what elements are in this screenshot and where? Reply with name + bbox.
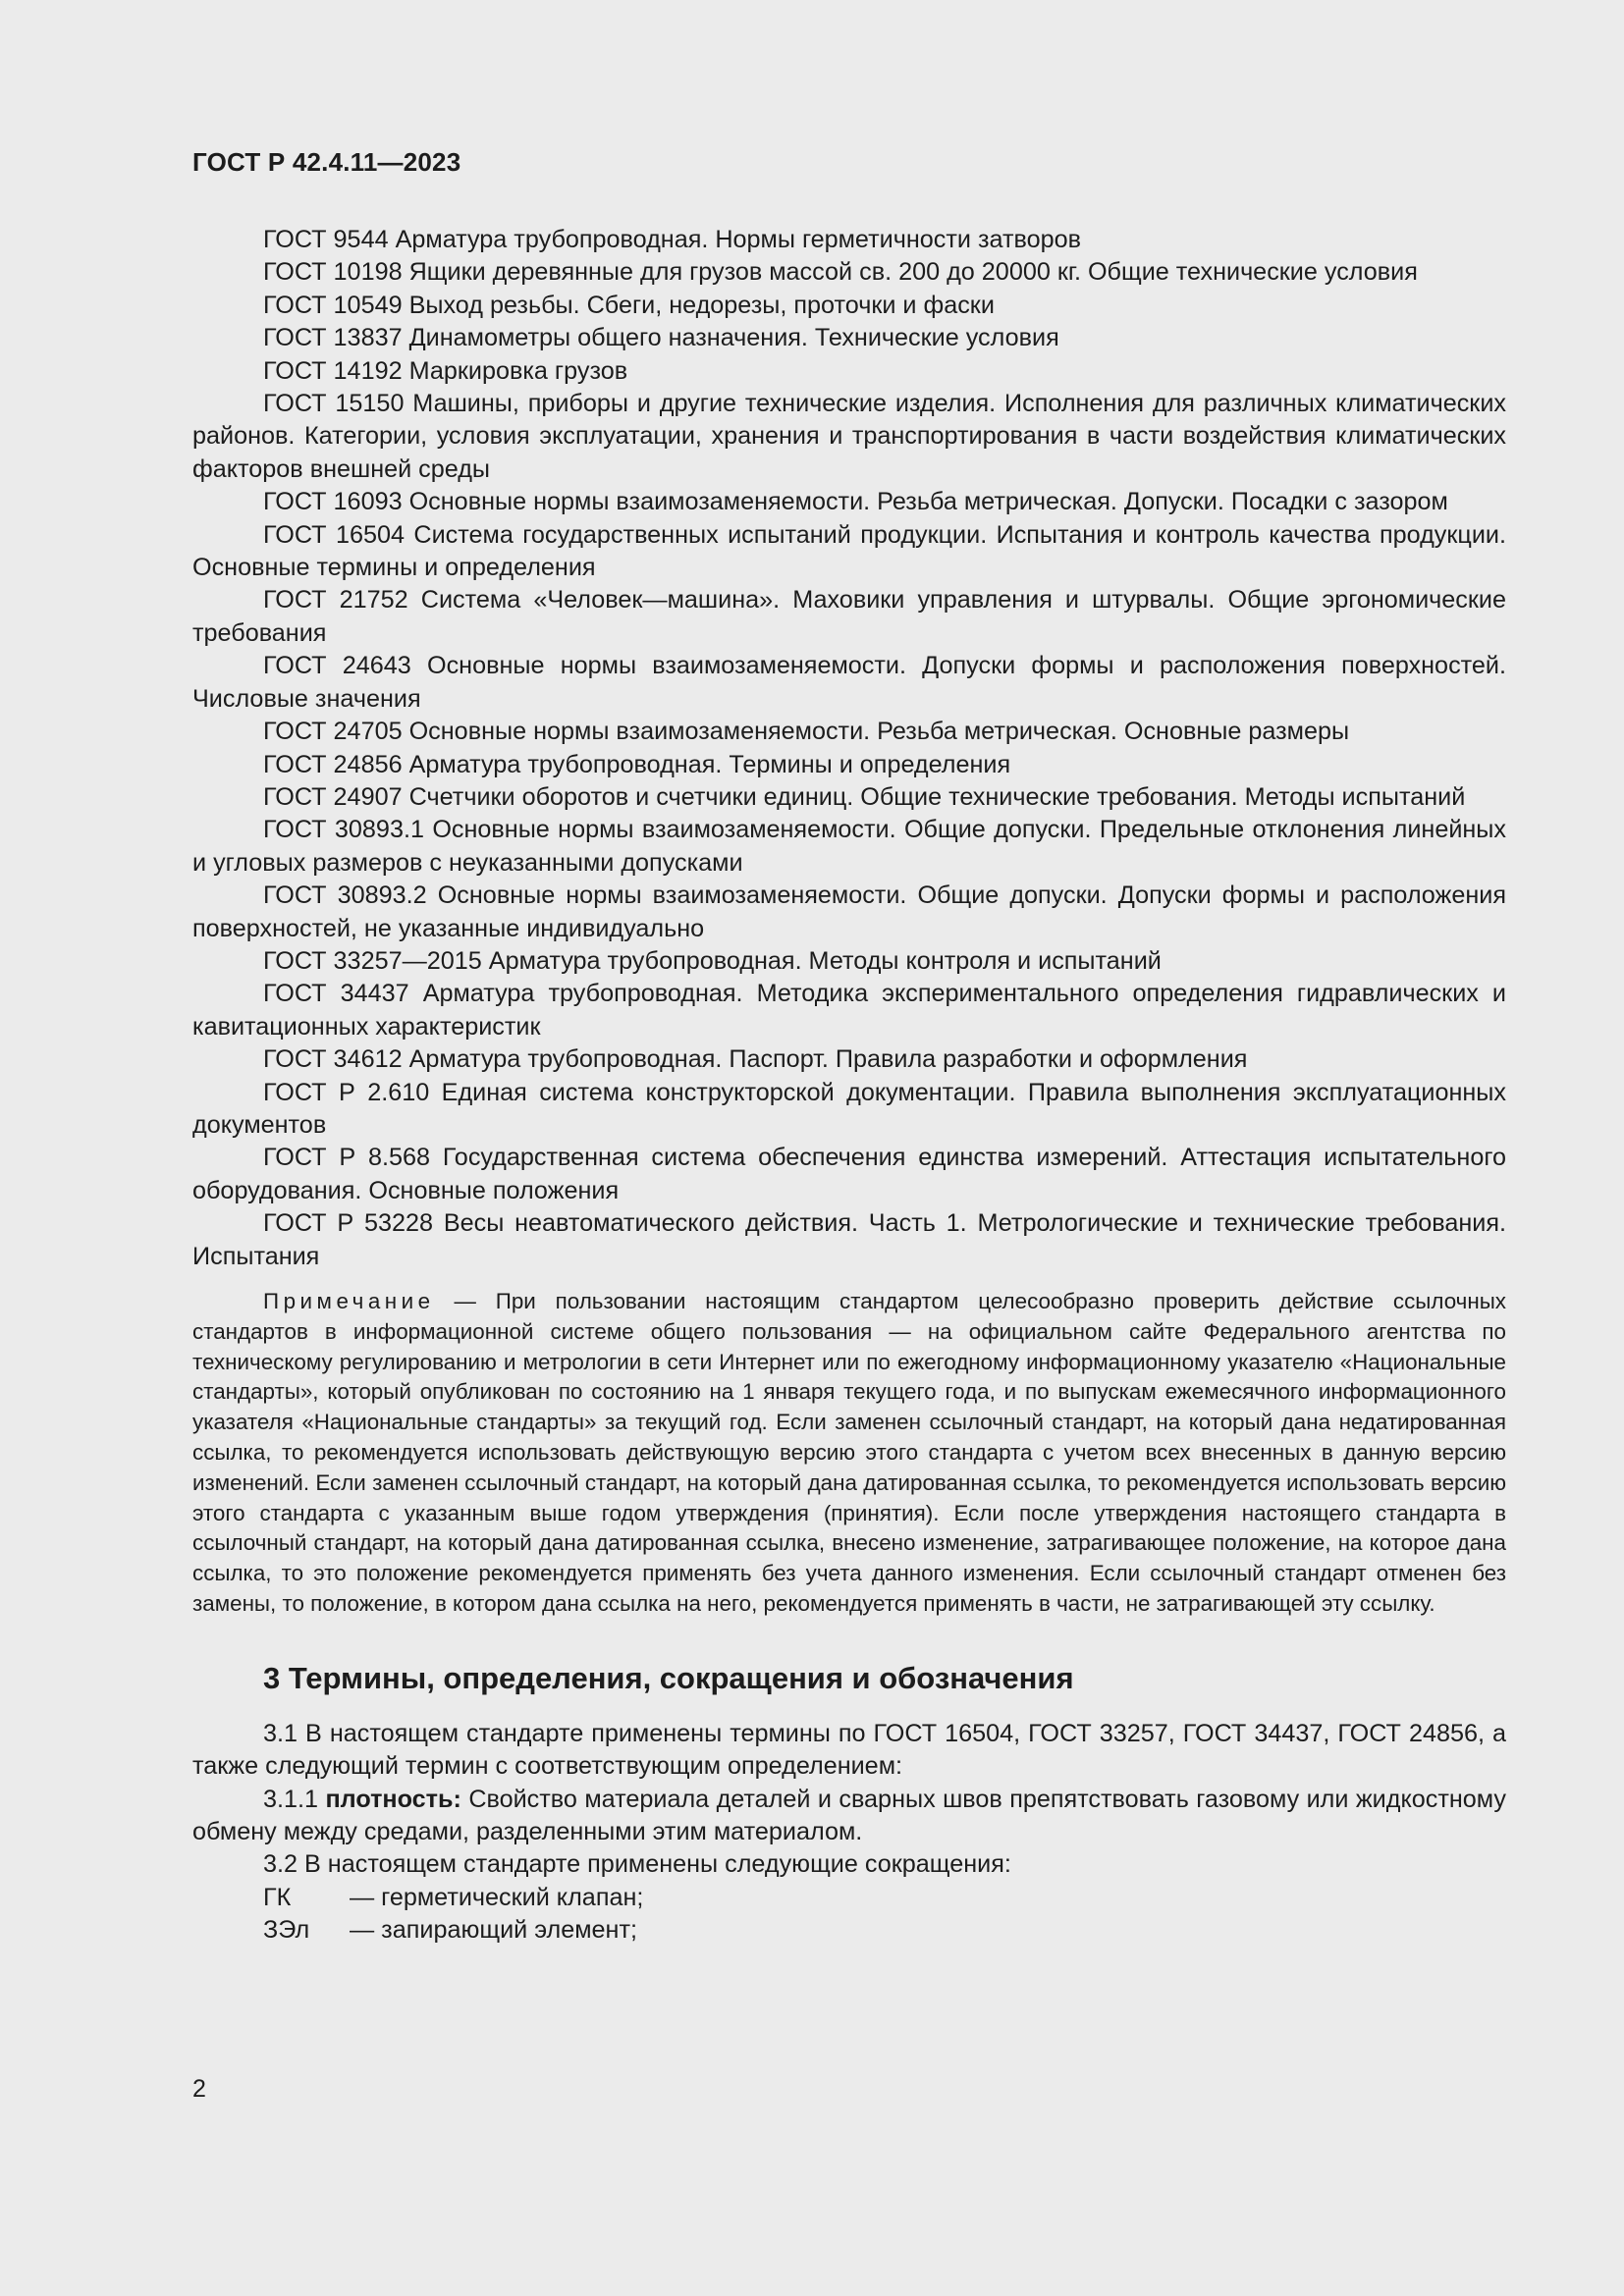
note-text: При пользовании настоящим стандартом целесообразно проверить действие ссылочных стандартов в информационной системе общего пользования — на официальном сайте Федерального агентства по техническому регулированию и метрологии в сети Интернет или по ежегодному информационному указателю «Национальные стандарты», который опубликован по состоянию на 1 января текущего года, и по выпускам ежемесячного информационного указателя «Национальные стандарты» за текущий год. Если заменен ссылочный стандарт, на который дана недатированная ссылка, то рекомендуется использовать действующую версию этого стандарта с учетом всех внесенных в данную версию изменений. Если заменен ссылочный стандарт, на который дана датированная ссылка, то рекомендуется использовать версию этого стандарта с указанным выше годом утверждения (принятия). Если после утверждения настоящего стандарта в ссылочный стандарт, на который дана датированная ссылка, внесено изменение, затрагивающее положение, на которое дана ссылка, то это положение рекомендуется применять без учета данного изменения. Если ссылочный стандарт отменен без замены, то положение, в котором дана ссылка на него, рекомендуется применять в части, не затрагивающей эту ссылку.: [192, 1289, 1506, 1616]
reference-item: ГОСТ 24643 Основные нормы взаимозаменяемости. Допуски формы и расположения поверхностей. Числовые значения: [192, 652, 1506, 713]
abbreviation-row: [263, 1882, 1506, 1914]
reference-item: ГОСТ 9544 Арматура трубопроводная. Нормы герметичности затворов: [263, 226, 1081, 253]
reference-item: ГОСТ 21752 Система «Человек—машина». Маховики управления и штурвалы. Общие эргономические требования: [192, 586, 1506, 647]
abbreviations-list: [263, 1882, 1506, 1948]
paragraph-3-1: 3.1 В настоящем стандарте применены термины по ГОСТ 16504, ГОСТ 33257, ГОСТ 34437, ГОСТ 24856, а также следующий термин с соответствующим определением:: [192, 1719, 1506, 1781]
reference-item: ГОСТ 10549 Выход резьбы. Сбеги, недорезы, проточки и фаски: [263, 291, 995, 319]
reference-item: ГОСТ Р 8.568 Государственная система обеспечения единства измерений. Аттестация испытательного оборудования. Основные положения: [192, 1144, 1506, 1204]
reference-item: ГОСТ 24856 Арматура трубопроводная. Термины и определения: [263, 750, 1011, 778]
reference-item: ГОСТ 16093 Основные нормы взаимозаменяемости. Резьба метрическая. Допуски. Посадки с зазором: [263, 488, 1448, 516]
reference-item: ГОСТ 30893.1 Основные нормы взаимозаменяемости. Общие допуски. Предельные отклонения линейных и угловых размеров с неуказанными допусками: [192, 816, 1506, 877]
paragraph-3-2: 3.2 В настоящем стандарте применены следующие сокращения:: [263, 1850, 1011, 1879]
paragraph-3-1-1: [192, 1784, 1506, 1849]
section-title: 3 Термины, определения, сокращения и обозначения: [263, 1660, 1074, 1695]
reference-item: ГОСТ 15150 Машины, приборы и другие технические изделия. Исполнения для различных климатических районов. Категории, условия эксплуатации, хранения и транспортирования в части воздействия климатических факторов внешней среды: [192, 390, 1506, 483]
reference-item: ГОСТ 30893.2 Основные нормы взаимозаменяемости. Общие допуски. Допуски формы и расположения поверхностей, не указанные индивидуально: [192, 881, 1506, 942]
abbreviation-code: ГК: [263, 1883, 292, 1911]
page-number: 2: [192, 2075, 206, 2103]
note-dash: —: [434, 1289, 496, 1313]
reference-item: ГОСТ 34612 Арматура трубопроводная. Паспорт. Правила разработки и оформления: [263, 1045, 1248, 1074]
abbreviation-row: [263, 1914, 1506, 1947]
normative-references-list: [192, 224, 1506, 1273]
reference-item: ГОСТ 24907 Счетчики оборотов и счетчики единиц. Общие технические требования. Методы испытаний: [263, 782, 1466, 811]
reference-item: ГОСТ 24705 Основные нормы взаимозаменяемости. Резьба метрическая. Основные размеры: [263, 718, 1350, 746]
abbreviation-text: — герметический клапан;: [350, 1883, 644, 1911]
document-code-header: ГОСТ Р 42.4.11—2023: [192, 147, 461, 177]
abbreviation-text: — запирающий элемент;: [350, 1916, 637, 1945]
term-number: 3.1.1: [263, 1785, 326, 1813]
term-name: плотность:: [325, 1785, 461, 1813]
note-paragraph: [192, 1287, 1506, 1620]
reference-item: ГОСТ Р 2.610 Единая система конструкторской документации. Правила выполнения эксплуатационных документов: [192, 1078, 1506, 1139]
document-body: [192, 224, 1506, 1948]
reference-item: ГОСТ 14192 Маркировка грузов: [263, 356, 628, 385]
reference-item: ГОСТ 10198 Ящики деревянные для грузов массой св. 200 до 20000 кг. Общие технические условия: [263, 258, 1418, 287]
reference-item: ГОСТ Р 53228 Весы неавтоматического действия. Часть 1. Метрологические и технические требования. Испытания: [192, 1209, 1506, 1270]
term-definition: Свойство материала деталей и сварных швов препятствовать газовому или жидкостному обмену между средами, разделенными этим материалом.: [192, 1785, 1506, 1845]
reference-item: ГОСТ 13837 Динамометры общего назначения. Технические условия: [263, 324, 1059, 352]
reference-item: ГОСТ 34437 Арматура трубопроводная. Методика экспериментального определения гидравлических и кавитационных характеристик: [192, 980, 1506, 1041]
reference-item: ГОСТ 33257—2015 Арматура трубопроводная. Методы контроля и испытаний: [263, 946, 1162, 975]
note-label: Примечание: [263, 1289, 435, 1313]
reference-item: ГОСТ 16504 Система государственных испытаний продукции. Испытания и контроль качества продукции. Основные термины и определения: [192, 520, 1506, 582]
abbreviation-code: ЗЭл: [263, 1916, 310, 1945]
